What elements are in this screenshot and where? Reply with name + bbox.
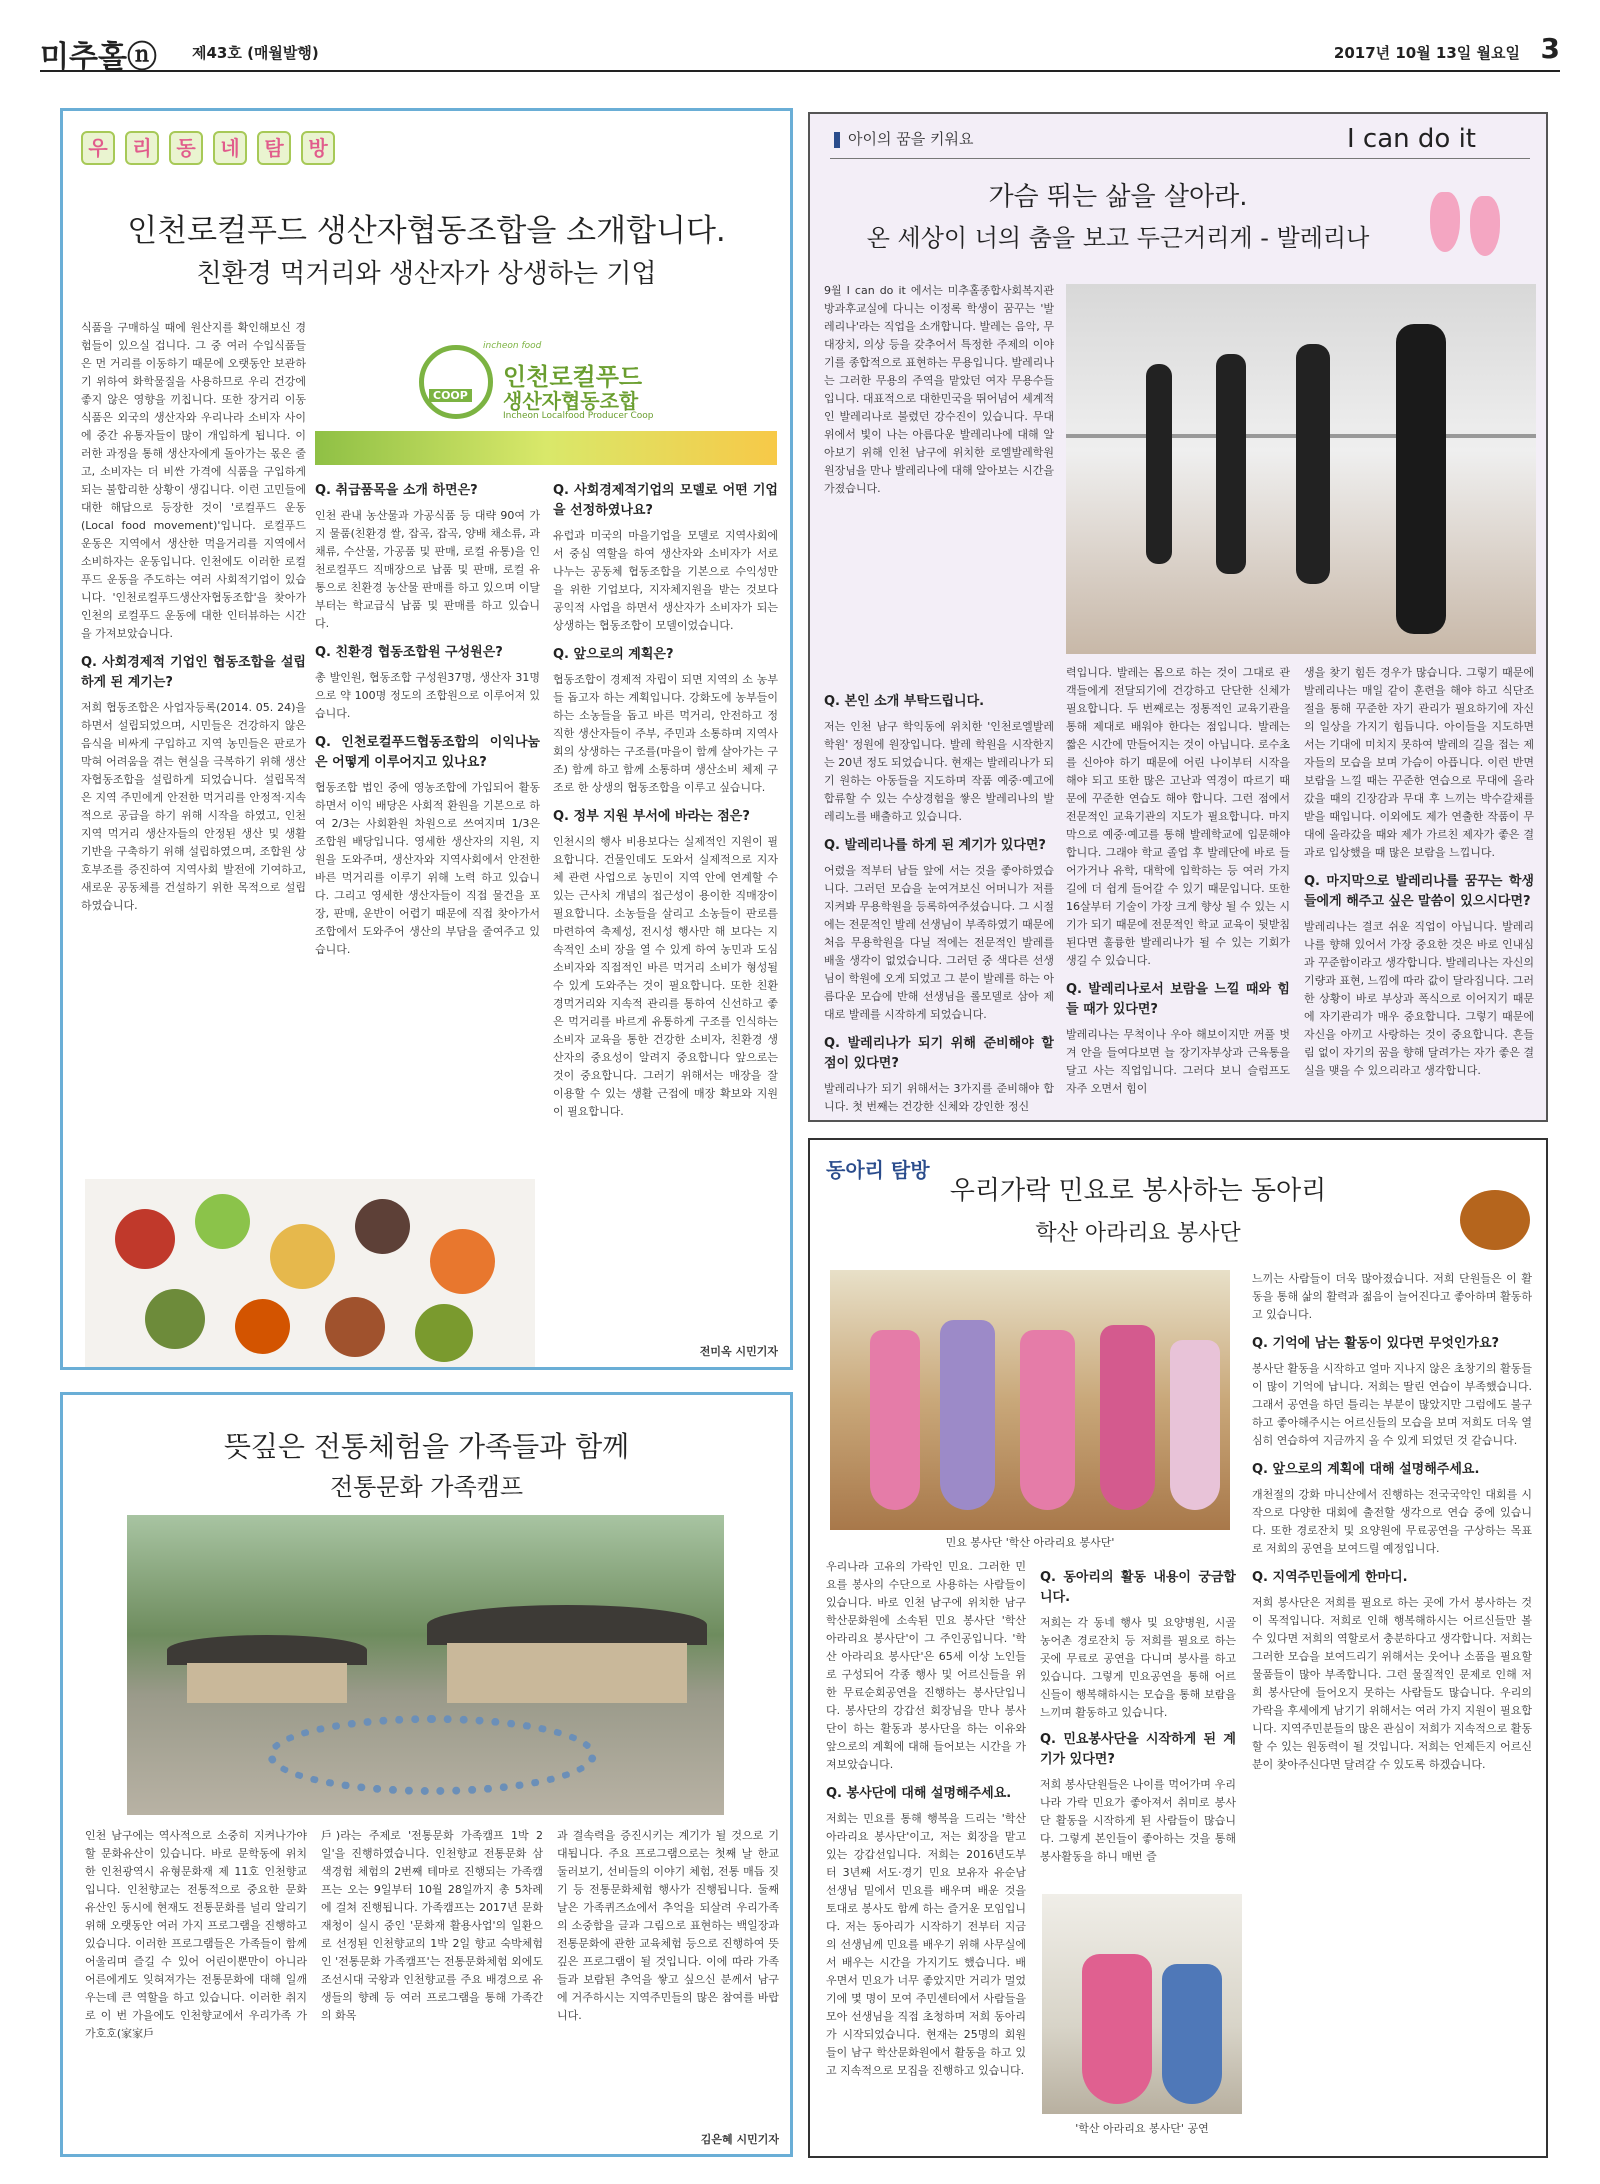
ballet-shoes-icon <box>1410 172 1520 262</box>
performer-figure <box>870 1330 920 1510</box>
paragraph: 인천 관내 농산물과 가공식품 등 대략 90여 가지 물품(친환경 쌀, 잡곡, 잡곡, 양배 채소류, 과채류, 수산물, 가공품 및 판매, 로컬 유통)을 인천로컬푸드 직매장으로 납품 및 판매, 로컬 유통으로 친환경 농산물 판매를 하고 있으며 이달 부터는 학교급식 납품 및 판매를 하고 있습니다. <box>315 509 540 630</box>
section-label-text: 아이의 꿈을 키워요 <box>848 130 974 148</box>
dancer-figure <box>1296 344 1330 584</box>
article-col2b <box>1040 1720 1236 1890</box>
paragraph: 戶)라는 주제로 '전통문화 가족캠프 1박 2일'을 진행하였습니다. 인천향교 전통문화 삼색경험 체험의 2번째 테마로 진행되는 가족캠프는 오는 9일부터 10월 28일까지 총 5차례에 걸쳐 진행됩니다. 가족캠프는 2017년 문화재청이 실시 중인 '문화재 활용사업'의 일환으로 선정된 인천향교의 1박 2일 향교 숙박체험 인 '전통문화 가족캠프'는 전통문화체험 외에도 조선시대 국왕과 인천향교를 주요 배경으로 유생들의 향례 등 여러 프로그램을 통해 가족간의 화목 <box>321 1829 543 2022</box>
question: Q. 지역주민들에게 한마디. <box>1252 1570 1408 1585</box>
performer-figure <box>1170 1340 1220 1510</box>
article-col2 <box>1066 664 1290 1114</box>
building-shape <box>187 1663 347 1703</box>
janggu-drum-icon <box>1450 1160 1540 1260</box>
tag-char: 네 <box>213 131 247 165</box>
roof-shape <box>167 1635 367 1665</box>
tag-char: 탐 <box>257 131 291 165</box>
intro-column <box>824 282 1054 682</box>
article-col1 <box>85 1827 307 2147</box>
logo-main-text: 인천로컬푸드 <box>503 363 643 391</box>
tag-char: 우 <box>81 131 115 165</box>
roof-shape <box>427 1605 707 1645</box>
paragraph: 느끼는 사람들이 더욱 많아졌습니다. 저희 단원들은 이 활동을 통해 삶의 활력과 젊음이 늘어진다고 좋아하며 활동하고 있습니다. <box>1252 1272 1532 1321</box>
performer-figure <box>1100 1325 1155 1510</box>
article-title: 우리가락 민요로 봉사하는 동아리 <box>949 1176 1327 1206</box>
question: Q. 마지막으로 발레리나를 꿈꾸는 학생들에게 해주고 싶은 말씀이 있으시다면? <box>1304 874 1534 909</box>
divider-line <box>830 158 1530 159</box>
logo-small-text: incheon food <box>483 341 542 351</box>
photo-caption: '학산 아라리요 봉사단' 공연 <box>1075 2122 1209 2135</box>
logo-english-text: Incheon Localfood Producer Coop <box>503 411 654 421</box>
paragraph: 협동조합이 경제적 자립이 되면 지역의 소 농부들 돕고자 하는 계획입니다. 강화도에 농부들이 하는 소농들을 돕고 바른 먹거리, 안전하고 정직한 생산자들이 주부, 주민과 소통하며 지역사회의 상생하는 구조를(마을이 함께 살아가는 구조) 함께 하고 함께 소통하며 생산소비 체제 구조로 한 상생의 협동조합을 이루고 싶습니다. <box>553 673 778 794</box>
article-col3 <box>557 1827 779 2127</box>
section-tag-neighborhood <box>81 131 335 165</box>
dancer-figure <box>1216 354 1246 574</box>
question: Q. 발레리나가 되기 위해 준비해야 할 점이 있다면? <box>824 1036 1054 1071</box>
section-bar-icon <box>834 132 840 148</box>
question: Q. 발레리나를 하게 된 계기가 있다면? <box>824 838 1046 853</box>
page-header <box>40 32 1560 75</box>
paragraph: 개천절의 강화 마니산에서 진행하는 전국국악인 대회를 시작으로 다양한 대회에 출전할 생각으로 연습 중에 있습니다. 또한 경로잔치 및 요양원에 무료공연을 구상하는 목표로 저희의 공연을 보여드릴 예정입니다. <box>1252 1488 1532 1555</box>
photo-nursing-home-performance <box>1042 1894 1242 2114</box>
paragraph: 9월 I can do it 에서는 미추홀종합사회복지관 방과후교실에 다니는 이정록 학생이 꿈꾸는 '발레리나'라는 직업을 소개합니다. 발레는 음악, 무대장치, 의상 등을 갖추어서 특정한 주제의 이야기를 종합적으로 표현하는 무용입니다. 발레리나는 그러한 무용의 주역을 맡았던 여자 무용수들입니다. 대표적으로 대한민국을 뛰어넘어 세계적인 발레리나로 불렸던 강수진이 있습니다. 무대 위에서 빛이 나는 아름다운 발레리나에 대해 알아보기 위해 인천 남구에 위치한 로엘발레학원 원장님을 만나 발레리나에 대해 알아보는 시간을 가졌습니다. <box>824 284 1054 495</box>
question: Q. 친환경 협동조합원 구성원은? <box>315 645 503 660</box>
article-col3 <box>1252 1270 1532 2150</box>
performer-figure <box>1082 1954 1152 2104</box>
drum-shape <box>1460 1190 1530 1250</box>
article-subtitle: 친환경 먹거리와 생산자가 상생하는 기업 <box>196 259 657 289</box>
paragraph: 저희 봉사단은 저희를 필요로 하는 곳에 가서 봉사하는 것이 목적입니다. 저희로 인해 행복해하시는 어르신들만 볼 수 있다면 저희의 역할로서 충분하다고 생각합니다. 저희는 그러한 모습을 보여드리기 위해서는 웃어나 소품을 필요할 물품들이 많아 부족합니다. 그런 물질적인 문제로 인해 저희 봉사단에 들어오지 못하는 사람들도 많습니다. 우리의 가락을 후세에게 남기기 위해서는 여러 가지 지원이 필요합니다. 지역주민분들의 많은 관심이 저희가 지속적으로 활동할 수 있는 원동력이 될 것입니다. 저희는 언제든지 어르신분이 찾아주신다면 달려갈 수 있도록 하겠습니다. <box>1252 1596 1532 1771</box>
question: Q. 앞으로의 계획은? <box>553 647 674 662</box>
food-bowl-icon <box>235 1299 290 1354</box>
question: Q. 앞으로의 계획에 대해 설명해주세요. <box>1252 1462 1480 1477</box>
article-title: 뜻깊은 전통체험을 가족들과 함께 <box>223 1430 630 1463</box>
food-bowl-icon <box>415 1304 473 1362</box>
page-number: 3 <box>1540 32 1560 65</box>
paragraph: 력입니다. 발레는 몸으로 하는 것이 그대로 관객들에게 전달되기에 건강하고 단단한 신체가 필요합니다. 두 번째로는 정통적인 교육기관을 통해 제대로 배워야 한다는 점입니다. 발레는 짧은 시간에 만들어지는 것이 아닙니다. 로수초를 신아야 하기 때문에 어린 나이부터 시작을 해야 되고 또한 많은 고난과 역경이 따르기 때문에 꾸준한 연습도 해야 합니다. 그런 점에서 전문적인 교육기관의 지도가 필요합니다. 마지막으로 예중·예고를 통해 발레학교에 입문해야 합니다. 그래야 학교 졸업 후 발레단에 바로 들어가거나 유학, 대학에 입학하는 등 여러 가지 길에 더 쉽게 들어갈 수 있기 때문입니다. 또한 16살부터 기술이 가장 크게 향상 될 수 있는 시기가 되기 때문에 전문적인 학교 교육이 뒷받침 된다면 훌륭한 발레리나가 될 수 있는 기회가 생길 수 있습니다. <box>1066 666 1290 967</box>
food-bowl-icon <box>195 1194 250 1249</box>
tag-char: 리 <box>125 131 159 165</box>
logo-coop-label: COOP <box>429 389 472 402</box>
brand-label: I can do it <box>1347 124 1476 154</box>
paragraph: 저희는 각 동네 행사 및 요양병원, 시골 농어촌 경로잔치 등 저희를 필요로 하는 곳에 무료로 공연을 다니며 봉사를 하고 있습니다. 그렇게 민요공연을 통해 어르신들이 행복해하시는 모습을 통해 보람을 느끼며 활동하고 있습니다. <box>1040 1616 1236 1719</box>
reporter-name: 김은혜 시민기자 <box>700 2133 779 2146</box>
paragraph: 식품을 구매하실 때에 원산지를 확인해보신 경험들이 있으실 겁니다. 그 중 여러 수입식품들은 먼 거리를 이동하기 때문에 오랫동안 보관하기 위하여 화학물질을 사용하므로 우리 건강에 좋지 않은 영향을 끼칩니다. 또한 장거리 이동 식품은 외국의 생산자와 우리나라 소비자 사이에 중간 유통자들이 많이 개입하게 됩니다. 이러한 과정을 통해 생산자에게 돌아가는 몫은 줄고, 소비자는 더 비싼 가격에 식품을 구입하게 되는 불합리한 상황이 생깁니다. 이런 고민들에 대한 해답으로 등장한 것이 '로컬푸드 운동(Local food movement)'입니다. 로컬푸드 운동은 지역에서 생산한 먹을거리를 지역에서 소비하자는 운동입니다. 인천에도 이러한 로컬푸드 운동을 주도하는 여러 사회적기업이 있습니다. '인천로컬푸드생산자협동조합'을 찾아가 인천의 로컬푸드 운동에 대한 인터뷰하는 시간을 가져보았습니다. <box>81 321 306 640</box>
question: Q. 취급품목을 소개 하면은? <box>315 483 478 498</box>
photo-hyanggyo-camp <box>127 1515 724 1815</box>
question: Q. 봉사단에 대해 설명해주세요. <box>826 1786 1012 1801</box>
food-bowl-icon <box>115 1209 175 1269</box>
article-col1 <box>826 1558 1026 2148</box>
paragraph: 발레리나는 결코 쉬운 직업이 아닙니다. 발레리나를 향해 있어서 가장 중요한 것은 바로 인내심과 꾸준함이라고 생각합니다. 발레리나는 자신의 기량과 표현, 느낌에 따라 값이 달라집니다. 그러한 상황이 바로 부상과 폭식으로 이어지기 때문에 자기관리가 매우 중요합니다. 그렇기 때문에 자신을 아끼고 사랑하는 것이 중요합니다. 흔들림 없이 자기의 꿈을 향해 달려가는 자가 좋은 결실을 맺을 수 있으리라고 생각합니다. <box>1304 920 1534 1077</box>
paragraph: 발레리나는 무척이나 우아 해보이지만 꺼풀 벗겨 안을 들여다보면 늘 장기자부상과 근육통을 달고 사는 직업입니다. 그러다 보니 슬럼프도 자주 오면서 힘이 <box>1066 1028 1290 1095</box>
food-bowl-icon <box>270 1224 335 1289</box>
coop-circle-icon <box>419 345 493 419</box>
building-shape <box>447 1643 687 1703</box>
paragraph: 저희는 민요를 통해 행복을 드리는 '학산 아라리요 봉사단'이고, 저는 회장을 맡고 있는 강갑선입니다. 저희는 2016년도부터 3년째 서도·경기 민요 보유자 유순남 선생님 밑에서 민요를 배우며 배운 것을 토대로 봉사도 함께 하는 즐거운 모임입니다. 저는 동아리가 시작하기 전부터 지금의 선생님께 민요를 배우기 위해 사무실에서 배우는 시간을 가지기도 했습니다. 배우면서 민요가 너무 좋았지만 거리가 멀었기에 몇 명이 모여 주민센터에서 사람들을 모아 선생님을 직접 초청하며 저희 동아리가 시작되었습니다. 현재는 25명의 회원들이 남구 학산문화원에서 활동을 하고 있고 지속적으로 모집을 진행하고 있습니다. <box>826 1812 1026 2077</box>
paragraph: 발레리나가 되기 위해서는 3가지를 준비해야 합니다. 첫 번째는 건강한 신체와 강인한 정신 <box>824 1082 1054 1112</box>
people-circle <box>267 1715 597 1795</box>
article-col2 <box>321 1827 543 2147</box>
photo-caption: 민요 봉사단 '학산 아라리요 봉사단' <box>945 1536 1115 1549</box>
section-label <box>834 128 973 149</box>
food-bowl-icon <box>325 1297 385 1357</box>
article-col2 <box>315 471 540 1161</box>
paragraph: 총 발인원, 협동조합 구성원37명, 생산자 31명으로 약 100명 정도의 조합원으로 이루어져 있습니다. <box>315 671 540 720</box>
paragraph: 유럽과 미국의 마을기업을 모델로 지역사회에서 중심 역할을 하여 생산자와 소비자가 서로 나누는 공동체 협동조합을 기본으로 수익성만을 위한 기업보다, 지자체지원을 받는 것보다 공익적 사업을 하면서 생산자가 소비자가 되는 상생하는 협동조합이 모델이었습니다. <box>553 529 778 632</box>
question: Q. 사회경제적기업의 모델로 어떤 기업을 선정하였나요? <box>553 483 778 518</box>
paragraph: 저희 봉사단원들은 나이를 먹어가며 우리나라 가락 민요가 좋아져서 취미로 봉사단 활동을 시작하게 된 사람들이 많습니다. 그렇게 본인들이 좋아하는 것을 통해 봉사활동을 하니 매번 즐 <box>1040 1778 1236 1863</box>
article-col1 <box>824 682 1054 1112</box>
question: Q. 인천로컬푸드협동조합의 이익나눔은 어떻게 이루어지고 있나요? <box>315 735 540 770</box>
issue-number: 제43호 (매월발행) <box>192 44 319 62</box>
article-title: 가슴 뛰는 삶을 살아라. <box>988 182 1248 212</box>
logo-green-bar <box>315 431 777 465</box>
paragraph: 봉사단 활동을 시작하고 얼마 지나지 않은 초창기의 활동들이 많이 기억에 납니다. 저희는 딸린 연습이 부족했습니다. 그래서 공연을 하던 틀리는 부분이 많았지만 그럼에도 불구하고 좋아해주시는 어르신들의 모습을 보며 저희도 더욱 열심히 연습하여 지금까지 올 수 있게 되었던 것 같습니다. <box>1252 1362 1532 1447</box>
dancer-figure <box>1146 364 1172 564</box>
dancer-figure <box>1396 324 1446 634</box>
question: Q. 발레리나로서 보람을 느낄 때와 힘들 때가 있다면? <box>1066 982 1290 1017</box>
food-bowl-icon <box>145 1289 205 1349</box>
tag-char: 방 <box>301 131 335 165</box>
shoe-shape <box>1470 196 1500 256</box>
article-col1 <box>81 319 306 1169</box>
photo-food-spoons <box>85 1179 535 1367</box>
article-col3 <box>553 471 778 1331</box>
question: Q. 동아리의 활동 내용이 궁금합니다. <box>1040 1570 1236 1605</box>
performer-figure <box>1162 1964 1222 2104</box>
article-ballerina <box>808 112 1548 1122</box>
article-local-food <box>60 108 793 1370</box>
food-bowl-icon <box>355 1199 410 1254</box>
paragraph: 인천시의 행사 비용보다는 실제적인 지원이 필요합니다. 건물인데도 도와서 실제적으로 지자체 관련 사업으로 농민이 지역 안에 연계할 수 있는 근사치 개념의 접근성이 용이한 직매장이 필요합니다. 소농들을 살리고 소농들이 판로를 마련하여 축제성, 전시성 행사만 해 보다는 지속적인 소비 장을 열 수 있게 하여 농민과 도심 소비자와 직접적인 바른 먹거리 소비가 형성될 수 있게 도와주는 것이 필요합니다. 또한 친환경먹거리와 지속적 관리를 통하여 신선하고 좋은 먹거리를 바르게 유통하게 구조를 인식하는 소비자 교육을 통한 건강한 소비자, 친환경 생산자의 중요성이 알려지 중요합니다 앞으로는 것이 중요합니다. 그러기 위해서는 매장을 잘 이용할 수 있는 생활 근접에 매장 확보와 지원이 필요합니다. <box>553 835 778 1118</box>
tag-char: 동 <box>169 131 203 165</box>
paragraph: 저는 인천 남구 학익동에 위치한 '인천로엘발레학원' 정원에 원장입니다. 발레 학원을 시작한지는 20년 정도 되었습니다. 현재는 발레리나가 되기 원하는 아동들을 지도하며 작품 예중·예고에 합류할 수 있는 수상경험을 쌓은 발레리나의 발레리노를 배출하고 있습니다. <box>824 720 1054 823</box>
paragraph: 우리나라 고유의 가락인 민요. 그러한 민요를 봉사의 수단으로 사용하는 사람들이 있습니다. 바로 인천 남구에 위치한 남구학산문화원에 소속된 민요 봉사단 '학산 아라리요 봉사단'이 그 주인공입니다. '학산 아라리요 봉사단'은 65세 이상 노인들로 구성되어 각종 행사 및 어르신들을 위한 무료순회공연을 진행하는 봉사단입니다. 봉사단의 강갑선 회장님을 만나 봉사단이 하는 활동과 봉사단을 하는 이유와 앞으로의 계획에 대해 들어보는 시간을 가져보았습니다. <box>826 1560 1026 1771</box>
newspaper-logo: 미추홀ⓝ <box>40 40 157 75</box>
paragraph: 생을 찾기 힘든 경우가 많습니다. 그렇기 때문에 발레리나는 매일 같이 훈련을 해야 하고 식단조절을 통해 꾸준한 자기 관리가 필요하기에 자신의 일상을 가지기 힘듭니다. 아이들을 지도하면서는 기대에 미치지 못하여 발레의 길을 접는 제자들의 모습을 보며 가슴이 아픕니다. 이런 반면 보람을 느낄 때는 꾸준한 연습으로 무대에 올라갔을 때의 긴장감과 무대 후 느끼는 박수갈채를 받을 때입니다. 이외에도 제가 연출한 작품이 무대에 올라갔을 때와 제가 가르친 제자가 좋은 결과로 입상했을 때 많은 보람을 느낍니다. <box>1304 666 1534 859</box>
question: Q. 민요봉사단을 시작하게 된 계기가 있다면? <box>1040 1732 1236 1767</box>
article-col3 <box>1304 664 1534 1114</box>
paragraph: 저희 협동조합은 사업자등록(2014. 05. 24)을 하면서 설립되었으며, 시민들은 건강하지 않은 음식을 비싸게 구입하고 지역 농민들은 판로가 막혀 어려움을 겪는 현실을 극복하기 위해 생산자협동조합을 설립하게 되었습니다. 설립목적은 지역 주민에게 안전한 먹거리를 안정적·지속적으로 공급을 하기 위해 시작을 하였고, 인천지역 먹거리 생산자들의 안정된 생산 및 생활 기반을 구축하기 위해 설립하였으며, 조합원 상호부조를 증진하여 지역사회 발전에 기여하고, 새로운 공동체를 건설하기 위한 목적으로 설립하였습니다. <box>81 701 306 912</box>
section-label: 동아리 탐방 <box>826 1158 930 1182</box>
question: Q. 사회경제적 기업인 협동조합을 설립하게 된 계기는? <box>81 655 306 690</box>
paragraph: 과 결속력을 증진시키는 계기가 될 것으로 기대됩니다. 주요 프로그램으로는 첫째 날 한교 둘러보기, 선비들의 이야기 체험, 전통 매듭 짓기 등 전통문화체험 행사가 진행됩니다. 둘째 날은 가족퀴즈쇼에서 추억을 되살려 우리가족의 소중함을 글과 그림으로 표현하는 백일장과 전통문화에 관한 교육체험 등으로 진행하여 뜻 깊은 프로그램이 될 것입니다. 이에 따라 가족들과 보람된 추억을 쌓고 싶으신 분께서 남구에 거주하시는 지역주민들의 많은 참여를 바랍니다. <box>557 1829 779 2022</box>
publish-date: 2017년 10월 13일 월요일 <box>1333 44 1520 62</box>
article-title: 인천로컬푸드 생산자협동조합을 소개합니다. <box>127 213 726 249</box>
paragraph: 인천 남구에는 역사적으로 소중히 지켜나가야 할 문화유산이 있습니다. 바로 문학동에 위치한 인천광역시 유형문화재 제 11호 인천향교입니다. 인천향교는 전통적으로 중요한 문화 유산인 동시에 현재도 전통문화를 널리 알리기 위해 오랫동안 여러 가지 프로그램을 진행하고 있습니다. 이러한 프로그램들은 가족들이 함께 어울리며 즐길 수 있어 어린이뿐만이 아니라 어른에게도 잊혀져가는 전통문화에 대해 일깨우는데 큰 역할을 하고 있습니다. 이러한 취지로 이 번 가을에도 인천향교에서 우리가족 가가호호(家家戶 <box>85 1829 307 2040</box>
question: Q. 정부 지원 부서에 바라는 점은? <box>553 809 750 824</box>
performer-figure <box>1020 1330 1075 1510</box>
article-minyo-club <box>808 1138 1548 2158</box>
photo-minyo-performance <box>830 1270 1230 1530</box>
paragraph: 협동조합 법인 중에 영농조합에 가입되어 활동 하면서 이익 배당은 사회적 환원을 기본으로 하여 2/3는 사회환원 차원으로 쓰여지며 1/3은 조합원 배당입니다. 영세한 생산자의 지원, 지원을 도와주며, 생산자와 지역사회에서 안전한 바른 먹거리를 이루기 위해 노력 하고 있습니다. 그리고 영세한 생산자들이 직접 물건을 포장, 판매, 운반이 어렵기 때문에 직접 찾아가서 조합에서 도와주어 생산의 부담을 줄여주고 있습니다. <box>315 781 540 956</box>
paragraph: 어렸을 적부터 남들 앞에 서는 것을 좋아하였습니다. 그러던 모습을 눈여겨보신 어머니가 저를 지켜봐 무용학원을 등록하여주셨습니다. 그 시절에는 전문적인 발레 선생님이 부족하였기 때문에 처음 무용학원을 다닐 적에는 전문적인 발레를 배울 생각이 없었습니다. 그러던 중 색다른 선생님이 학원에 오게 되었고 그 분이 발레를 하는 아름다운 모습에 반해 선생님을 롤모델로 삼아 제대로 발레를 시작하게 되었습니다. <box>824 864 1054 1021</box>
question: Q. 본인 소개 부탁드립니다. <box>824 694 985 709</box>
photo-ballet-class <box>1066 284 1536 654</box>
article-title-2: 온 세상이 너의 춤을 보고 두근거리게 - 발레리나 <box>866 224 1370 252</box>
logo-sub-text: 생산자협동조합 <box>503 389 639 413</box>
coop-logo <box>315 319 777 469</box>
reporter-name: 전미옥 시민기자 <box>699 1345 778 1358</box>
food-bowl-icon <box>430 1229 495 1294</box>
article-family-camp <box>60 1392 793 2157</box>
question: Q. 기억에 남는 활동이 있다면 무엇인가요? <box>1252 1336 1500 1351</box>
shoe-shape <box>1430 192 1460 252</box>
performer-figure <box>940 1320 995 1510</box>
article-subtitle: 학산 아라리요 봉사단 <box>1035 1221 1241 1246</box>
article-subtitle: 전통문화 가족캠프 <box>329 1473 524 1501</box>
